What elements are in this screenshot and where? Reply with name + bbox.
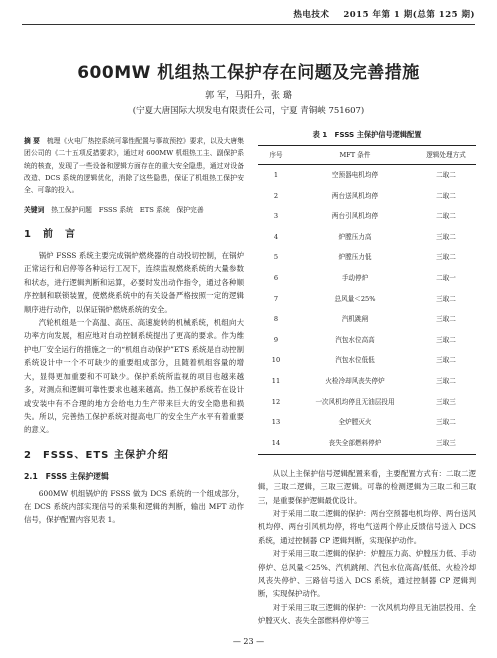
table-caption: 表 1 FSSS 主保护信号逻辑配置 [312,130,422,139]
table-row [258,351,476,372]
paragraph: 锅炉 FSSS 系统主要完成锅炉燃烧器的自动投切控制，在锅炉正常运行和启停等各种运行工况下，连续监视燃烧系统的大量参数和状态，进行逻辑判断和运算，必要时发出动作指令，通过各种顺序控制和联锁装置，使燃烧系统中的有关设备严格按照一定的逻辑顺序进行动作，以保证锅炉燃烧系统的安全。 [24,251,244,314]
table-cell: 汽包水位低低 [335,356,375,365]
table-cell: 三取二 [436,315,456,324]
table-cell: 三取三 [436,397,456,406]
table-cell: 三取二 [436,356,456,365]
table-row [258,310,476,331]
paragraph: 对于采用三取二逻辑的保护：炉膛压力高、炉膛压力低、手动停炉、总风量＜25%、汽机跳闸、汽包水位高高/低低、火检冷却风丧失停炉、三路信号送入 DCS 系统，通过控制器 CP 逻辑判断，实现保护动作。 [258,549,476,599]
table-cell: 二取一 [436,273,456,282]
table-cell: 5 [273,253,279,262]
right-text-block [258,467,476,628]
keywords-label: 关键词 [24,205,45,214]
table-cell: 汽包水位高高 [335,335,375,344]
mft-config-table [258,145,476,454]
table-cell: 2 [273,191,279,200]
table-row [258,392,476,413]
table-row [258,268,476,289]
table-cell: 三取二 [436,232,456,241]
column-header: 逻辑处理方式 [416,146,476,165]
table-cell: 全炉膛灭火 [338,418,372,427]
table-cell: 4 [273,232,279,241]
table-cell: 14 [258,433,294,454]
keywords [24,204,244,216]
table-cell: 三取二 [436,418,456,427]
table-cell: 13 [271,418,281,427]
table-cell: 三取二 [436,335,456,344]
column-header: 序号 [258,146,294,165]
table-cell: 手动停炉 [341,273,369,282]
table-row [258,330,476,351]
table-cell: 1 [273,171,279,179]
table-row [258,186,476,207]
page-number: — 23 — [232,637,265,646]
table-row [258,207,476,228]
abstract [24,135,244,197]
abstract-label: 摘 要 [24,136,40,145]
table-cell: 11 [271,376,281,385]
table-header-row [258,146,476,165]
table-row [258,165,476,186]
article-title: 600MW 机组热工保护存在问题及完善措施 [77,63,420,83]
table-row [258,227,476,248]
article-affiliation: (宁夏大唐国际大坝发电有限责任公司，宁夏 青铜峡 751607) [132,106,365,116]
table-cell: 炉膛压力低 [338,253,372,262]
table-cell: 丧失全部燃料停炉 [294,433,416,454]
paragraph: 对于采用三取三逻辑的保护：一次风机均停且无油层投用、全炉膛灭火、丧失全部燃料停炉等三 [258,602,476,626]
column-header: MFT 条件 [294,146,416,165]
table-row [258,248,476,269]
table-cell: 三取二 [436,253,456,262]
paragraph: 汽轮机组是一个高温、高压、高速旋转的机械系统，机组向大功率方向发展，相应地对自动控制系统提出了更高的要求。作为维护电厂安全运行的措施之一的“机组自动保护”ETS 系统是自动控制系统设计中一个不可缺少的重要组成部分，且随着机组容量的增大，显得更加重要和不可缺少。保护系统所监视的项目也越来越多，对测点和逻辑可靠性要求也越来越高。热工保护系统若在设计或安装中有不合理的地方会给电力生产带来巨大的安全隐患和损失。所以，完善热工保护系统对提高电厂的安全生产水平有着重要的意义。 [24,318,244,435]
subsection-heading: 2.1 FSSS 主保护逻辑 [24,472,109,482]
table-row [258,289,476,310]
table-cell: 3 [273,212,279,221]
table-cell: 8 [273,315,279,324]
paragraph: 600MW 机组锅炉的 FSSS 做为 DCS 系统的一个组成部分，在 DCS 系统内部实现信号的采集和逻辑的判断，输出 MFT 动作信号，保护配置内容见表 1。 [24,488,244,525]
table-cell: 二取二 [436,191,456,200]
keywords-text: 热工保护问题 FSSS 系统 ETS 系统 保护完善 [51,205,204,214]
section-heading: 2 FSSS、ETS 主保护介绍 [24,449,169,461]
table-row [258,433,476,454]
table-cell: 三取三 [416,433,476,454]
left-column [24,128,244,527]
table-cell: 12 [271,397,281,406]
table-cell: 7 [273,294,279,303]
paragraph: 对于采用二取二逻辑的保护：两台空预器电机均停、两台送风机均停、两台引风机均停，将电气送两个停止反馈信号送入 DCS 系统，通过控制器 CP 逻辑判断，实现保护动作。 [258,508,476,545]
table-cell: 炉膛压力高 [338,232,372,241]
right-column [258,128,476,628]
table-cell: 二取二 [436,171,456,179]
table-cell: 6 [273,273,279,282]
table-cell: 火检冷却风丧失停炉 [325,376,385,385]
table-cell: 三取二 [436,294,456,303]
table-cell: 汽机跳闸 [341,315,369,324]
table-cell: 二取二 [436,212,456,221]
abstract-text: 梳理《火电厂热控系统可靠性配置与事故预控》要求，以及大唐集团公司的《二十五项反措要求》，通过对 600MW 机组热工主、副保护系统的核查，发现了一些设备和逻辑方面存在的重大安全隐患，通过对设备改造、DCS 系统的逻辑优化，消除了这些隐患，保证了机组热工保护安全、可靠的投入。 [24,136,245,195]
table-cell: 三取二 [436,376,456,385]
journal-name: 热电技术 [293,10,330,20]
table-cell: 总风量＜25% [334,294,376,303]
table-cell: 两台送风机均停 [331,191,379,200]
table-row [258,413,476,434]
table-cell: 9 [273,335,279,344]
article-authors: 郭 军，马阳升，张 璐 [205,91,292,101]
table-cell: 两台引风机均停 [331,212,379,221]
table-row [258,371,476,392]
table-cell: 一次风机均停且无油层投用 [315,397,395,406]
header-rule [22,24,475,25]
section-heading: 1 前 言 [24,228,76,240]
table-body [258,165,476,454]
issue-info: 2015 年第 1 期(总第 125 期) [343,10,475,20]
table-cell: 10 [271,356,281,365]
table-cell: 空预器电机均停 [331,171,379,179]
paragraph: 从以上主保护信号逻辑配置来看，主要配置方式有：二取二逻辑，三取二逻辑，三取三逻辑。可靠的检测逻辑为三取二和三取三，是重要保护逻辑最优设计。 [258,468,476,505]
